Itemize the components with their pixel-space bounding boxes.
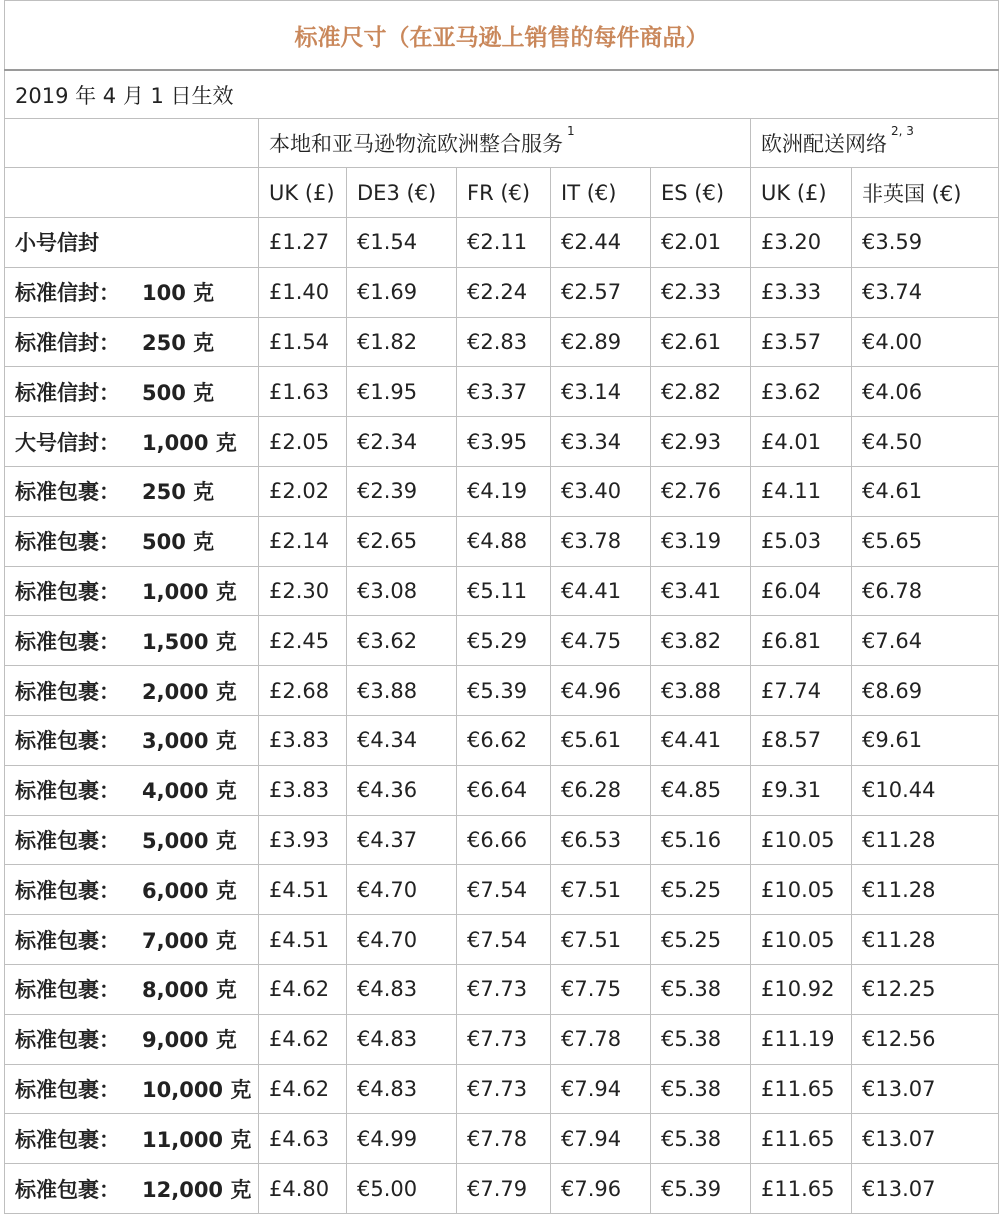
fee-cell: £4.01 (751, 417, 852, 467)
fee-cell: €5.38 (651, 1064, 751, 1114)
weight-label: 4,000 克 (142, 779, 237, 804)
fee-cell: €2.39 (347, 466, 457, 516)
fee-cell: £8.57 (751, 715, 852, 765)
table-row (5, 317, 999, 367)
fee-cell: €7.73 (457, 1014, 551, 1064)
fee-cell: €4.00 (852, 317, 999, 367)
package-type-label: 标准信封： (15, 330, 120, 355)
fee-cell: €5.65 (852, 516, 999, 566)
row-label-cell (5, 616, 259, 666)
fee-cell: £1.40 (259, 267, 347, 317)
fee-cell: €5.39 (651, 1164, 751, 1214)
weight-label: 8,000 克 (142, 978, 237, 1003)
fee-cell: €4.36 (347, 765, 457, 815)
table-row (5, 267, 999, 317)
package-type-label: 标准包裹： (15, 629, 120, 654)
fee-cell: €1.82 (347, 317, 457, 367)
fee-cell: £4.80 (259, 1164, 347, 1214)
table-row (5, 1064, 999, 1114)
table-row (5, 915, 999, 965)
table-row (5, 466, 999, 516)
weight-label: 11,000 克 (142, 1127, 252, 1152)
fee-cell: €4.06 (852, 367, 999, 417)
fee-cell: £1.63 (259, 367, 347, 417)
fee-cell: €4.88 (457, 516, 551, 566)
package-type-label: 标准包裹： (15, 828, 120, 853)
package-type-label: 标准信封： (15, 281, 120, 306)
row-label-cell (5, 417, 259, 467)
fee-table (4, 0, 999, 1214)
fee-cell: €5.25 (651, 915, 751, 965)
fee-cell: €7.94 (551, 1114, 651, 1164)
fee-cell: €2.93 (651, 417, 751, 467)
fee-cell: €7.78 (551, 1014, 651, 1064)
fee-cell: €4.34 (347, 715, 457, 765)
fee-cell: €4.37 (347, 815, 457, 865)
package-type-label: 标准包裹： (15, 878, 120, 903)
table-row (5, 516, 999, 566)
fee-cell: €7.73 (457, 1064, 551, 1114)
fee-cell: £11.65 (751, 1064, 852, 1114)
fee-cell: €3.59 (852, 218, 999, 268)
weight-label: 5,000 克 (142, 828, 237, 853)
row-label-cell (5, 865, 259, 915)
fee-cell: €3.88 (651, 666, 751, 716)
fee-cell: £4.62 (259, 1014, 347, 1064)
fee-cell: £6.81 (751, 616, 852, 666)
fee-cell: £10.05 (751, 915, 852, 965)
fee-cell: £3.93 (259, 815, 347, 865)
fee-cell: £4.62 (259, 1064, 347, 1114)
fee-cell: €10.44 (852, 765, 999, 815)
fee-cell: €4.61 (852, 466, 999, 516)
table-row (5, 964, 999, 1014)
table-row (5, 1164, 999, 1214)
fee-cell: £4.51 (259, 915, 347, 965)
table-row (5, 566, 999, 616)
fee-cell: €7.79 (457, 1164, 551, 1214)
fee-cell: €3.37 (457, 367, 551, 417)
fee-cell: €7.75 (551, 964, 651, 1014)
column-header: FR (€) (457, 168, 551, 218)
fee-cell: €5.00 (347, 1164, 457, 1214)
fee-cell: €2.61 (651, 317, 751, 367)
fee-cell: €4.83 (347, 1014, 457, 1064)
fee-cell: €11.28 (852, 915, 999, 965)
row-label-cell (5, 466, 259, 516)
fee-cell: €3.08 (347, 566, 457, 616)
fee-cell: £3.33 (751, 267, 852, 317)
fee-cell: £10.05 (751, 815, 852, 865)
fee-cell: £9.31 (751, 765, 852, 815)
fee-cell: €1.95 (347, 367, 457, 417)
group-header-efn (751, 119, 999, 168)
fee-cell: €4.83 (347, 964, 457, 1014)
row-label-cell (5, 267, 259, 317)
table-row (5, 1014, 999, 1064)
fee-cell: £2.45 (259, 616, 347, 666)
table-row (5, 616, 999, 666)
package-type-label: 标准包裹： (15, 1127, 120, 1152)
column-header: ES (€) (651, 168, 751, 218)
fee-cell: £1.27 (259, 218, 347, 268)
fee-cell: £1.54 (259, 317, 347, 367)
fee-cell: £11.65 (751, 1114, 852, 1164)
fee-cell: £11.65 (751, 1164, 852, 1214)
fee-cell: €2.83 (457, 317, 551, 367)
fee-cell: €3.41 (651, 566, 751, 616)
weight-label: 12,000 克 (142, 1177, 252, 1202)
fee-cell: €2.76 (651, 466, 751, 516)
fee-cell: £7.74 (751, 666, 852, 716)
fee-cell: £2.14 (259, 516, 347, 566)
row-label-cell (5, 666, 259, 716)
fee-cell: €1.69 (347, 267, 457, 317)
table-row (5, 815, 999, 865)
package-type-label: 标准包裹： (15, 1077, 120, 1102)
fee-cell: €4.70 (347, 865, 457, 915)
weight-label: 3,000 克 (142, 729, 237, 754)
fee-cell: €3.40 (551, 466, 651, 516)
fee-cell: £3.62 (751, 367, 852, 417)
fee-cell: €1.54 (347, 218, 457, 268)
row-label-cell (5, 964, 259, 1014)
group-header-label: 本地和亚马逊物流欧洲整合服务 (269, 132, 563, 156)
table-row (5, 865, 999, 915)
fee-cell: €5.39 (457, 666, 551, 716)
table-row (5, 715, 999, 765)
row-label-cell (5, 516, 259, 566)
empty-corner-cell (5, 119, 259, 168)
fee-cell: €3.62 (347, 616, 457, 666)
group-header-local-pan-eu (259, 119, 751, 168)
fee-cell: €4.96 (551, 666, 651, 716)
weight-label: 10,000 克 (142, 1077, 252, 1102)
fee-cell: €6.62 (457, 715, 551, 765)
fee-cell: £4.62 (259, 964, 347, 1014)
fee-cell: €6.66 (457, 815, 551, 865)
weight-label: 500 克 (142, 380, 215, 405)
fee-cell: €2.65 (347, 516, 457, 566)
fee-cell: €3.19 (651, 516, 751, 566)
fee-cell: £6.04 (751, 566, 852, 616)
package-type-label: 标准包裹： (15, 729, 120, 754)
fee-cell: €4.75 (551, 616, 651, 666)
fee-cell: €3.82 (651, 616, 751, 666)
fee-table-container (4, 0, 998, 1214)
row-label-cell (5, 367, 259, 417)
table-row (5, 417, 999, 467)
column-header: UK (£) (751, 168, 852, 218)
weight-label: 1,000 克 (142, 579, 237, 604)
fee-cell: €5.11 (457, 566, 551, 616)
fee-cell: €4.99 (347, 1114, 457, 1164)
row-label-cell (5, 1064, 259, 1114)
row-label-cell (5, 815, 259, 865)
fee-cell: €2.57 (551, 267, 651, 317)
weight-label: 1,000 克 (142, 430, 237, 455)
package-type-label: 标准包裹： (15, 1177, 120, 1202)
column-header: UK (£) (259, 168, 347, 218)
fee-cell: €6.28 (551, 765, 651, 815)
fee-cell: £4.63 (259, 1114, 347, 1164)
fee-cell: £11.19 (751, 1014, 852, 1064)
fee-cell: €4.50 (852, 417, 999, 467)
fee-cell: €3.78 (551, 516, 651, 566)
fee-cell: €7.64 (852, 616, 999, 666)
fee-cell: €9.61 (852, 715, 999, 765)
fee-cell: €4.41 (551, 566, 651, 616)
fee-cell: €11.28 (852, 865, 999, 915)
row-label-cell (5, 566, 259, 616)
fee-cell: €4.70 (347, 915, 457, 965)
fee-cell: €7.54 (457, 865, 551, 915)
fee-cell: €2.89 (551, 317, 651, 367)
row-label-cell (5, 317, 259, 367)
row-label-cell (5, 765, 259, 815)
weight-label: 100 克 (142, 281, 215, 306)
weight-label: 6,000 克 (142, 878, 237, 903)
fee-cell: €3.14 (551, 367, 651, 417)
fee-cell: €13.07 (852, 1164, 999, 1214)
footnote-marker: 1 (567, 124, 575, 138)
row-label-cell (5, 715, 259, 765)
fee-cell: €3.34 (551, 417, 651, 467)
fee-cell: £3.57 (751, 317, 852, 367)
fee-cell: £3.83 (259, 765, 347, 815)
row-label-cell (5, 218, 259, 268)
fee-cell: €5.16 (651, 815, 751, 865)
column-header: DE3 (€) (347, 168, 457, 218)
package-type-label: 大号信封： (15, 430, 120, 455)
fee-cell: €7.51 (551, 915, 651, 965)
fee-cell: €4.85 (651, 765, 751, 815)
row-label-cell (5, 1164, 259, 1214)
fee-cell: €4.19 (457, 466, 551, 516)
effective-date: 2019 年 4 月 1 日生效 (5, 70, 999, 119)
fee-cell: €7.96 (551, 1164, 651, 1214)
fee-cell: €5.29 (457, 616, 551, 666)
table-row (5, 666, 999, 716)
column-header: IT (€) (551, 168, 651, 218)
fee-cell: €11.28 (852, 815, 999, 865)
fee-cell: €3.74 (852, 267, 999, 317)
package-type-label: 标准信封： (15, 380, 120, 405)
fee-cell: €6.64 (457, 765, 551, 815)
fee-cell: €6.78 (852, 566, 999, 616)
fee-cell: €2.34 (347, 417, 457, 467)
fee-cell: €2.11 (457, 218, 551, 268)
package-type-label: 标准包裹： (15, 1028, 120, 1053)
table-row (5, 1114, 999, 1164)
weight-label: 500 克 (142, 530, 215, 555)
package-type-label: 小号信封 (15, 231, 99, 256)
weight-label: 7,000 克 (142, 928, 237, 953)
fee-cell: €8.69 (852, 666, 999, 716)
fee-cell: €7.78 (457, 1114, 551, 1164)
weight-label: 9,000 克 (142, 1028, 237, 1053)
fee-cell: €5.25 (651, 865, 751, 915)
fee-cell: €13.07 (852, 1064, 999, 1114)
fee-cell: £2.30 (259, 566, 347, 616)
footnote-marker: 2, 3 (891, 124, 914, 138)
package-type-label: 标准包裹： (15, 579, 120, 604)
empty-header-cell (5, 168, 259, 218)
fee-cell: €7.54 (457, 915, 551, 965)
fee-cell: €5.38 (651, 1114, 751, 1164)
fee-cell: €7.73 (457, 964, 551, 1014)
package-type-label: 标准包裹： (15, 928, 120, 953)
fee-cell: €12.56 (852, 1014, 999, 1064)
fee-cell: €7.51 (551, 865, 651, 915)
fee-cell: €3.95 (457, 417, 551, 467)
fee-cell: £5.03 (751, 516, 852, 566)
fee-cell: €5.38 (651, 1014, 751, 1064)
fee-cell: €13.07 (852, 1114, 999, 1164)
package-type-label: 标准包裹： (15, 480, 120, 505)
fee-cell: €2.24 (457, 267, 551, 317)
fee-cell: €2.82 (651, 367, 751, 417)
table-row (5, 765, 999, 815)
weight-label: 250 克 (142, 480, 215, 505)
table-row (5, 218, 999, 268)
weight-label: 2,000 克 (142, 679, 237, 704)
table-row (5, 367, 999, 417)
fee-cell: €12.25 (852, 964, 999, 1014)
fee-cell: £10.92 (751, 964, 852, 1014)
fee-cell: €2.01 (651, 218, 751, 268)
package-type-label: 标准包裹： (15, 978, 120, 1003)
fee-cell: €3.88 (347, 666, 457, 716)
row-label-cell (5, 1014, 259, 1064)
fee-cell: €2.33 (651, 267, 751, 317)
fee-cell: €7.94 (551, 1064, 651, 1114)
fee-cell: €5.38 (651, 964, 751, 1014)
weight-label: 250 克 (142, 330, 215, 355)
package-type-label: 标准包裹： (15, 679, 120, 704)
row-label-cell (5, 1114, 259, 1164)
row-label-cell (5, 915, 259, 965)
fee-cell: €6.53 (551, 815, 651, 865)
fee-cell: £2.02 (259, 466, 347, 516)
fee-cell: £3.83 (259, 715, 347, 765)
fee-cell: £2.68 (259, 666, 347, 716)
fee-cell: £3.20 (751, 218, 852, 268)
fee-cell: £2.05 (259, 417, 347, 467)
column-header: 非英国 (€) (852, 168, 999, 218)
fee-cell: £4.11 (751, 466, 852, 516)
fee-cell: €2.44 (551, 218, 651, 268)
fee-cell: £4.51 (259, 865, 347, 915)
table-title: 标准尺寸（在亚马逊上销售的每件商品） (5, 1, 999, 71)
fee-cell: £10.05 (751, 865, 852, 915)
fee-cell: €4.83 (347, 1064, 457, 1114)
fee-cell: €4.41 (651, 715, 751, 765)
package-type-label: 标准包裹： (15, 779, 120, 804)
fee-cell: €5.61 (551, 715, 651, 765)
package-type-label: 标准包裹： (15, 530, 120, 555)
weight-label: 1,500 克 (142, 629, 237, 654)
group-header-label: 欧洲配送网络 (761, 132, 887, 156)
